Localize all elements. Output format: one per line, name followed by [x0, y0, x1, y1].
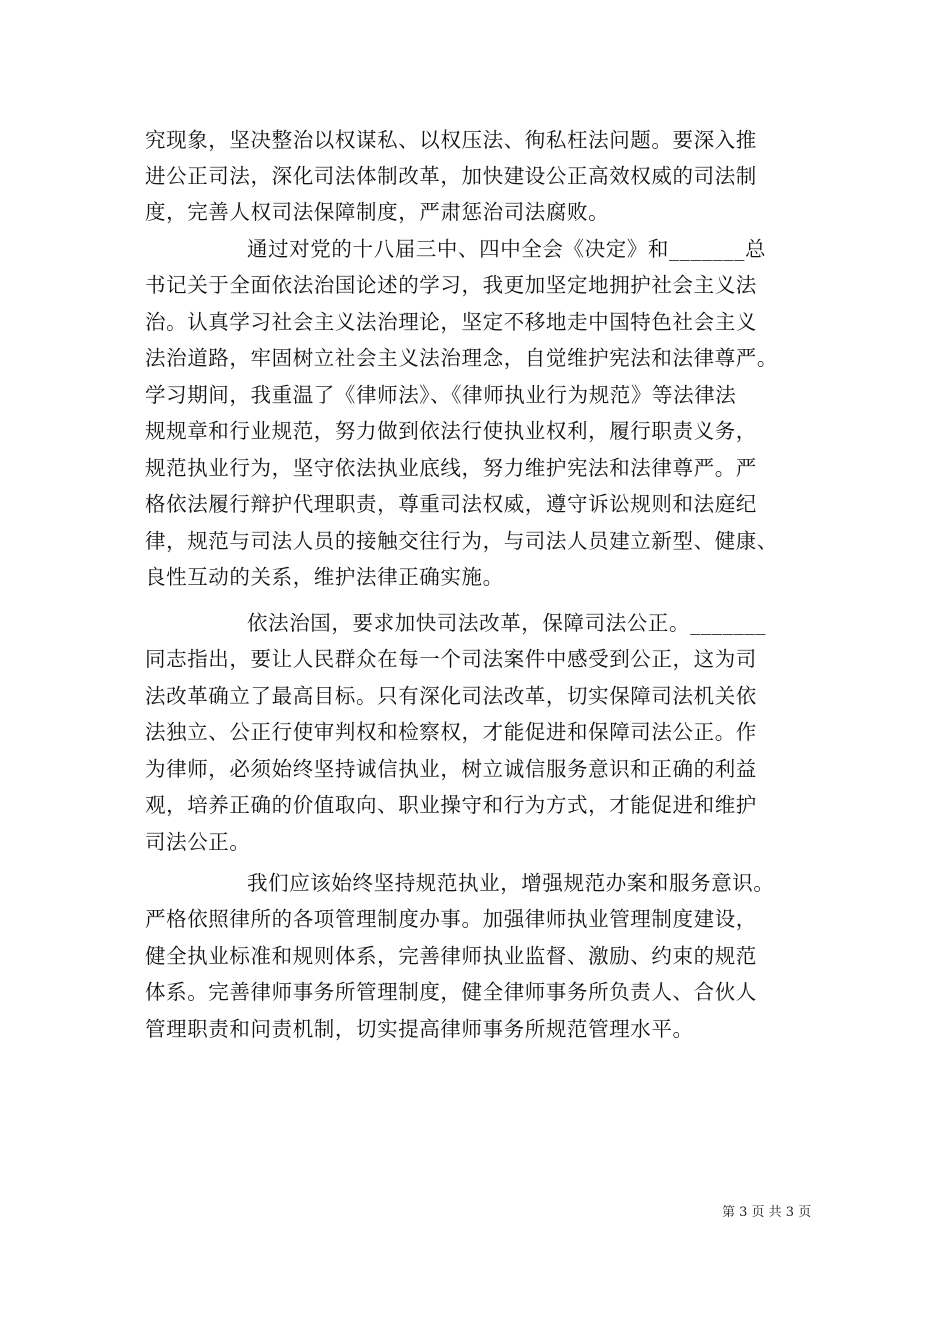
text-line: 健全执业标准和规则体系，完善律师执业监督、激励、约束的规范: [145, 944, 757, 968]
text-line: 治。认真学习社会主义法治理论，坚定不移地走中国特色社会主义: [145, 310, 757, 334]
text-line: 体系。完善律师事务所管理制度，健全律师事务所负责人、合伙人: [145, 980, 757, 1004]
text-line: 规范执业行为，坚守依法执业底线，努力维护宪法和法律尊严。严: [145, 456, 757, 480]
text-line: 为律师，必须始终坚持诚信执业，树立诚信服务意识和正确的利益: [145, 757, 757, 781]
text-line: 书记关于全面依法治国论述的学习，我更加坚定地拥护社会主义法: [145, 273, 757, 297]
text-line: 格依法履行辩护代理职责，尊重司法权威，遵守诉讼规则和法庭纪: [145, 492, 757, 516]
text-line: 同志指出，要让人民群众在每一个司法案件中感受到公正，这为司: [145, 647, 757, 671]
text-line: 度，完善人权司法保障制度，严肃惩治司法腐败。: [145, 200, 610, 224]
text-line: 学习期间，我重温了《律师法》、《律师执业行为规范》等法律法: [145, 383, 737, 407]
text-line: 律，规范与司法人员的接触交往行为，与司法人员建立新型、健康、: [145, 529, 778, 553]
text-line: 司法公正。: [145, 830, 251, 854]
text-line: 法改革确立了最高目标。只有深化司法改革，切实保障司法机关依: [145, 684, 757, 708]
text-line: 通过对党的十八届三中、四中全会《决定》和_______总: [247, 237, 767, 261]
text-line: 观，培养正确的价值取向、职业操守和行为方式，才能促进和维护: [145, 793, 757, 817]
text-line: 良性互动的关系，维护法律正确实施。: [145, 565, 504, 589]
text-line: 法治道路，牢固树立社会主义法治理念，自觉维护宪法和法律尊严。: [145, 346, 778, 370]
text-line: 依法治国，要求加快司法改革，保障司法公正。_______: [247, 611, 767, 635]
text-line: 严格依照律所的各项管理制度办事。加强律师执业管理制度建设，: [145, 907, 757, 931]
text-line: 规规章和行业规范，努力做到依法行使执业权利，履行职责义务，: [145, 419, 757, 443]
text-line: 我们应该始终坚持规范执业，增强规范办案和服务意识。: [247, 871, 775, 895]
page-number: 第 3 页 共 3 页: [722, 1205, 812, 1220]
text-line: 究现象，坚决整治以权谋私、以权压法、徇私枉法问题。要深入推: [145, 128, 757, 152]
text-line: 进公正司法，深化司法体制改革，加快建设公正高效权威的司法制: [145, 164, 757, 188]
text-line: 法独立、公正行使审判权和检察权，才能促进和保障司法公正。作: [145, 720, 757, 744]
text-line: 管理职责和问责机制，切实提高律师事务所规范管理水平。: [145, 1017, 694, 1041]
